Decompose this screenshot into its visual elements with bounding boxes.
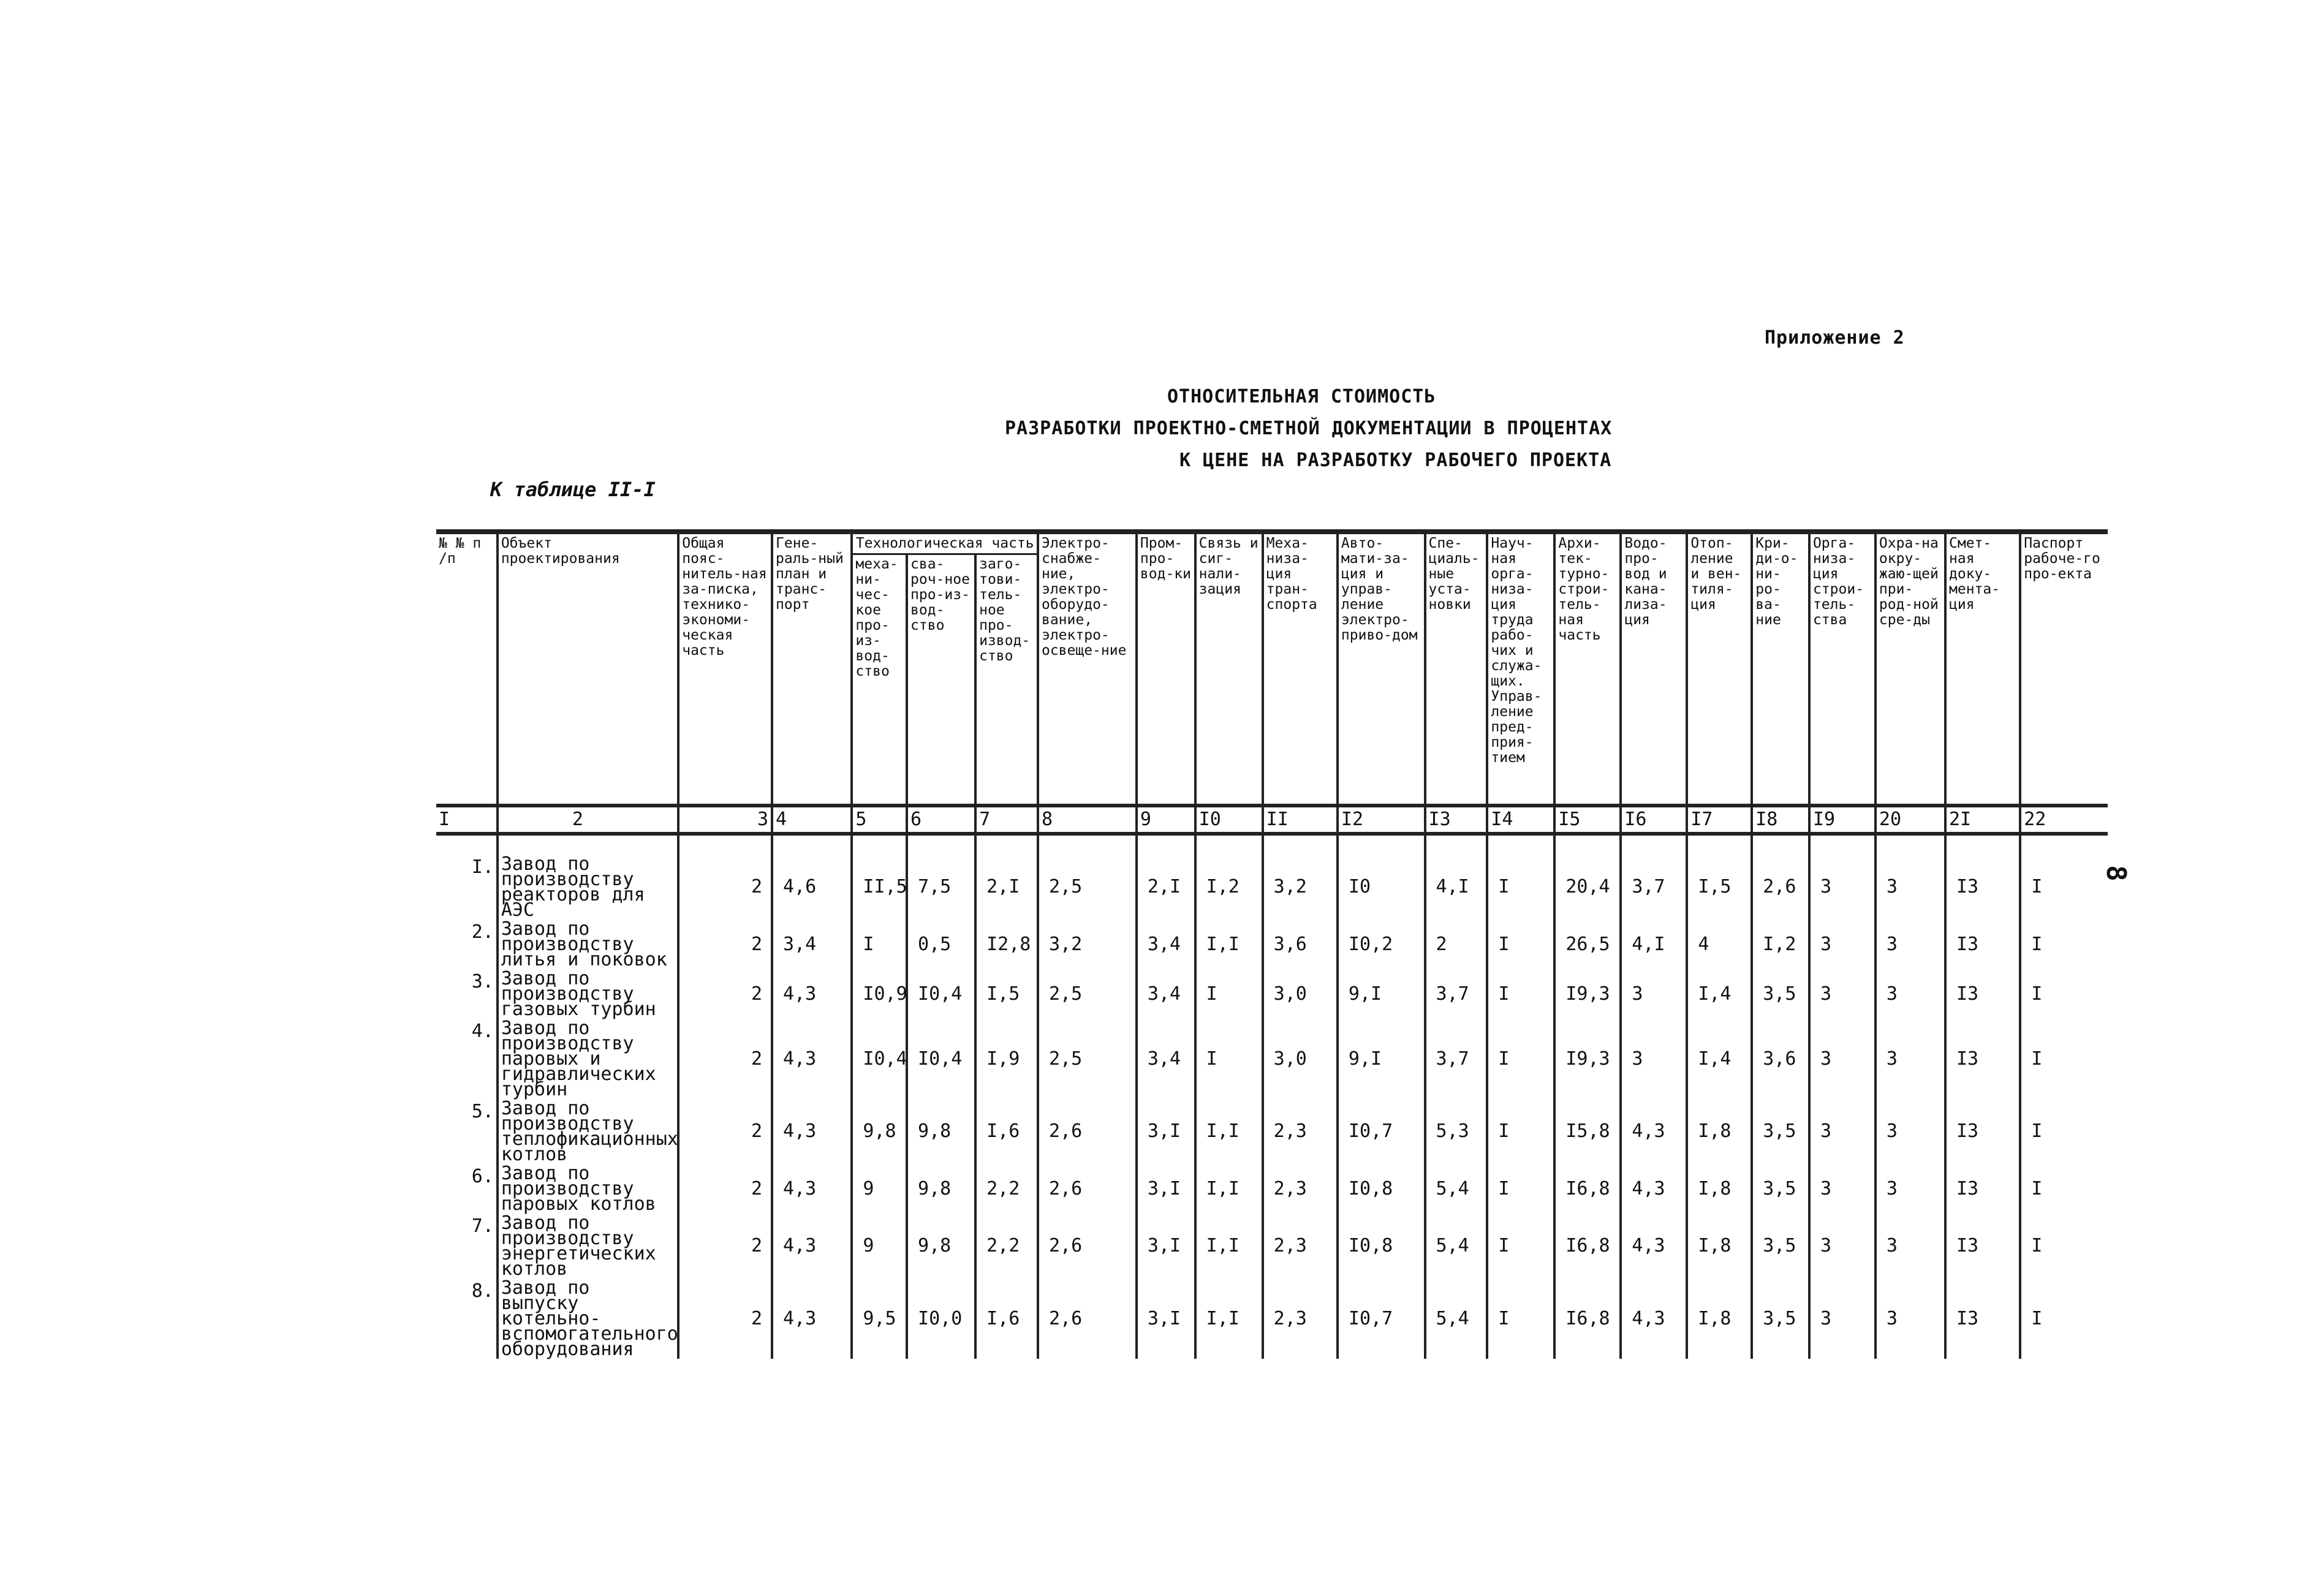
value-cell: I6,8 [1554, 1278, 1621, 1359]
col-number: 6 [907, 806, 975, 834]
value-cell: 4,3 [772, 969, 852, 1019]
col-number: 2I [1945, 806, 2020, 834]
value-cell: I,I [1195, 920, 1263, 969]
col-number: 3 [678, 806, 772, 834]
col-number: 22 [2020, 806, 2108, 834]
value-cell: I [852, 920, 907, 969]
page-number: 8 [2100, 865, 2132, 882]
value-cell: I3 [1945, 1099, 2020, 1164]
value-cell: I,8 [1687, 1214, 1752, 1278]
value-cell: 0,5 [907, 920, 975, 969]
value-cell: 7,5 [907, 855, 975, 920]
value-cell: 9,8 [907, 1164, 975, 1214]
value-cell: 2,6 [1038, 1214, 1137, 1278]
col-number: I0 [1195, 806, 1263, 834]
value-cell: I0,7 [1338, 1278, 1425, 1359]
value-cell: I,I [1195, 1164, 1263, 1214]
value-cell: 3 [1809, 855, 1875, 920]
col-number: II [1263, 806, 1338, 834]
value-cell: I0,8 [1338, 1164, 1425, 1214]
value-cell: 2,6 [1038, 1164, 1137, 1214]
value-cell: 2 [678, 1278, 772, 1359]
value-cell: 2,3 [1263, 1164, 1338, 1214]
value-cell: 2,2 [975, 1164, 1038, 1214]
header-technological-part: Технологическая часть [852, 532, 1038, 554]
header-scientific-organization: Науч-ная орга-низа-ция труда рабо-чих и служа-щих. Управ-ление пред-прия-тием [1487, 532, 1554, 806]
value-cell: I9,3 [1554, 969, 1621, 1019]
object-name: Завод по производству газовых турбин [498, 969, 678, 1019]
value-cell: I [1487, 920, 1554, 969]
value-cell: 2 [678, 855, 772, 920]
header-mechanical-production: меха-ни-чес-кое про-из-вод-ство [852, 554, 907, 806]
value-cell: 3,I [1137, 1278, 1195, 1359]
col-number: I [436, 806, 498, 834]
value-cell: I [1487, 855, 1554, 920]
value-cell: 4,6 [772, 855, 852, 920]
value-cell: I [1487, 969, 1554, 1019]
value-cell: I [1487, 1164, 1554, 1214]
header-blank-production: заго-тови-тель-ное про-извод-ство [975, 554, 1038, 806]
value-cell: 9,8 [907, 1214, 975, 1278]
value-cell: I6,8 [1554, 1214, 1621, 1278]
value-cell: I [1195, 969, 1263, 1019]
value-cell: 2,5 [1038, 855, 1137, 920]
value-cell: II,5 [852, 855, 907, 920]
table-row [436, 1019, 2108, 1099]
value-cell: I0,0 [907, 1278, 975, 1359]
col-number: I9 [1809, 806, 1875, 834]
value-cell: 3,0 [1263, 1019, 1338, 1099]
value-cell: 2 [678, 920, 772, 969]
value-cell: 3 [1809, 969, 1875, 1019]
header-estimate-documentation: Смет-ная доку-мента-ция [1945, 532, 2020, 806]
value-cell: 3 [1809, 1099, 1875, 1164]
value-cell: I0,8 [1338, 1214, 1425, 1278]
value-cell: I [2020, 969, 2108, 1019]
value-cell: I3 [1945, 1278, 2020, 1359]
value-cell: 3,2 [1038, 920, 1137, 969]
value-cell: I3 [1945, 969, 2020, 1019]
value-cell: 2,2 [975, 1214, 1038, 1278]
title-line-1: ОТНОСИТЕЛЬНАЯ СТОИМОСТЬ [1167, 386, 1436, 407]
col-number: I3 [1425, 806, 1488, 834]
header-transport-mechanization: Меха-низа-ция тран-спорта [1263, 532, 1338, 806]
col-number: I5 [1554, 806, 1621, 834]
value-cell: I0,2 [1338, 920, 1425, 969]
title-line-2: РАЗРАБОТКИ ПРОЕКТНО-СМЕТНОЙ ДОКУМЕНТАЦИИ В ПРОЦЕНТАХ [1005, 418, 1613, 439]
header-automation: Авто-мати-за-ция и управ-ление электро-приво-дом [1338, 532, 1425, 806]
value-cell: 4,3 [1621, 1099, 1687, 1164]
header-special-installations: Спе-циаль-ные уста-новки [1425, 532, 1488, 806]
value-cell: 3 [1621, 969, 1687, 1019]
col-number: I8 [1752, 806, 1809, 834]
value-cell: 3,7 [1621, 855, 1687, 920]
value-cell: I6,8 [1554, 1164, 1621, 1214]
table-reference: К таблице II-I [490, 478, 656, 501]
col-number: I4 [1487, 806, 1554, 834]
value-cell: I0,9 [852, 969, 907, 1019]
object-name: Завод по производству энергетических котлов [498, 1214, 678, 1278]
value-cell: I [2020, 1164, 2108, 1214]
value-cell: 3,2 [1263, 855, 1338, 920]
table-row [436, 1278, 2108, 1359]
value-cell: 3,4 [1137, 969, 1195, 1019]
value-cell: 3 [1875, 1278, 1945, 1359]
value-cell: I0 [1338, 855, 1425, 920]
value-cell: I0,4 [852, 1019, 907, 1099]
value-cell: 3 [1875, 1214, 1945, 1278]
header-general-plan: Гене-раль-ный план и транс-порт [772, 532, 852, 806]
table-row [436, 1164, 2108, 1214]
value-cell: 9 [852, 1214, 907, 1278]
value-cell: I [2020, 855, 2108, 920]
value-cell: I5,8 [1554, 1099, 1621, 1164]
value-cell: 4,3 [1621, 1278, 1687, 1359]
value-cell: I3 [1945, 920, 2020, 969]
value-cell: 2,6 [1752, 855, 1809, 920]
value-cell: 9,8 [852, 1099, 907, 1164]
value-cell: 3,I [1137, 1214, 1195, 1278]
header-welding-production: сва-роч-ное про-из-вод-ство [907, 554, 975, 806]
col-number: 2 [498, 806, 678, 834]
value-cell: 9 [852, 1164, 907, 1214]
column-numbers-row [436, 806, 2108, 834]
value-cell: 3 [1875, 920, 1945, 969]
col-number: 4 [772, 806, 852, 834]
value-cell: I,8 [1687, 1099, 1752, 1164]
object-name: Завод по производству реакторов для АЭС [498, 855, 678, 920]
value-cell: 3 [1809, 1164, 1875, 1214]
row-number: 4. [471, 1020, 494, 1042]
value-cell: 3,0 [1263, 969, 1338, 1019]
cost-table [436, 529, 2108, 1359]
value-cell: I,2 [1195, 855, 1263, 920]
value-cell: 3 [1809, 1214, 1875, 1278]
header-object: Объект проектирования [498, 532, 678, 806]
row-number: 6. [471, 1165, 494, 1187]
value-cell: I [1487, 1278, 1554, 1359]
header-heating-ventilation: Отоп-ление и вен-тиля-ция [1687, 532, 1752, 806]
value-cell: 2,3 [1263, 1099, 1338, 1164]
col-number: I2 [1338, 806, 1425, 834]
value-cell: I,6 [975, 1278, 1038, 1359]
value-cell: 2 [678, 1019, 772, 1099]
value-cell: 9,I [1338, 969, 1425, 1019]
value-cell: 2,3 [1263, 1278, 1338, 1359]
value-cell: 2 [678, 1214, 772, 1278]
value-cell: 3 [1875, 969, 1945, 1019]
row-number: 5. [471, 1100, 494, 1122]
table-row [436, 1214, 2108, 1278]
value-cell: I9,3 [1554, 1019, 1621, 1099]
table-row [436, 969, 2108, 1019]
row-number: 8. [471, 1280, 494, 1302]
value-cell: 4,3 [772, 1164, 852, 1214]
value-cell: 2,5 [1038, 969, 1137, 1019]
value-cell: 3 [1875, 1164, 1945, 1214]
value-cell: I0,7 [1338, 1099, 1425, 1164]
table-row [436, 920, 2108, 969]
value-cell: 3 [1875, 1099, 1945, 1164]
value-cell: 3,4 [772, 920, 852, 969]
value-cell: I [2020, 1019, 2108, 1099]
value-cell: I2,8 [975, 920, 1038, 969]
row-number: 3. [471, 970, 494, 992]
row-number: I. [471, 856, 494, 878]
value-cell: 2,3 [1263, 1214, 1338, 1278]
value-cell: 4,3 [772, 1214, 852, 1278]
value-cell: 3,I [1137, 1164, 1195, 1214]
value-cell: 3 [1875, 1019, 1945, 1099]
col-number: 9 [1137, 806, 1195, 834]
value-cell: 4,3 [1621, 1214, 1687, 1278]
value-cell: I,4 [1687, 969, 1752, 1019]
value-cell: I [2020, 1278, 2108, 1359]
value-cell: I,5 [1687, 855, 1752, 920]
value-cell: 3,7 [1425, 969, 1488, 1019]
value-cell: I0,4 [907, 969, 975, 1019]
value-cell: I,5 [975, 969, 1038, 1019]
value-cell: 2 [678, 1099, 772, 1164]
value-cell: 3,4 [1137, 920, 1195, 969]
value-cell: I,I [1195, 1278, 1263, 1359]
value-cell: 3,5 [1752, 1099, 1809, 1164]
value-cell: I3 [1945, 1164, 2020, 1214]
value-cell: 4,3 [1621, 1164, 1687, 1214]
value-cell: 2,6 [1038, 1278, 1137, 1359]
col-number: I7 [1687, 806, 1752, 834]
value-cell: I,8 [1687, 1278, 1752, 1359]
value-cell: 2 [678, 1164, 772, 1214]
value-cell: I [2020, 1099, 2108, 1164]
col-number: 5 [852, 806, 907, 834]
value-cell: 3,I [1137, 1099, 1195, 1164]
value-cell: 9,8 [907, 1099, 975, 1164]
object-name: Завод по выпуску котельно-вспомогательного оборудования [498, 1278, 678, 1359]
value-cell: I [2020, 920, 2108, 969]
value-cell: I,2 [1752, 920, 1809, 969]
header-industrial-wiring: Пром-про-вод-ки [1137, 532, 1195, 806]
header-project-passport: Паспорт рабоче-го про-екта [2020, 532, 2108, 806]
value-cell: 3,6 [1752, 1019, 1809, 1099]
header-explanatory-note: Общая пояс-нитель-ная за-писка, технико-экономи-ческая часть [678, 532, 772, 806]
value-cell: I3 [1945, 1019, 2020, 1099]
value-cell: I [1195, 1019, 1263, 1099]
col-number: 20 [1875, 806, 1945, 834]
value-cell: 3 [1809, 920, 1875, 969]
table-row [436, 855, 2108, 920]
object-name: Завод по производству паровых котлов [498, 1164, 678, 1214]
value-cell: 4 [1687, 920, 1752, 969]
value-cell: 3,5 [1752, 1278, 1809, 1359]
header-communication: Связь и сиг-нали-зация [1195, 532, 1263, 806]
table-row [436, 1099, 2108, 1164]
header-architecture: Архи-тек-турно-строи-тель-ная часть [1554, 532, 1621, 806]
value-cell: 2 [678, 969, 772, 1019]
value-cell: 2,I [1137, 855, 1195, 920]
value-cell: 4,3 [772, 1278, 852, 1359]
col-number: 7 [975, 806, 1038, 834]
value-cell: 5,4 [1425, 1164, 1488, 1214]
value-cell: 20,4 [1554, 855, 1621, 920]
object-name: Завод по производству паровых и гидравлических турбин [498, 1019, 678, 1099]
row-number: 2. [471, 921, 494, 943]
title-line-3: К ЦЕНЕ НА РАЗРАБОТКУ РАБОЧЕГО ПРОЕКТА [1179, 450, 1612, 471]
value-cell: 2,5 [1038, 1019, 1137, 1099]
value-cell: 2,6 [1038, 1099, 1137, 1164]
value-cell: I,I [1195, 1214, 1263, 1278]
value-cell: 3,6 [1263, 920, 1338, 969]
value-cell: 4,3 [772, 1019, 852, 1099]
value-cell: 3,5 [1752, 1214, 1809, 1278]
value-cell: I [1487, 1019, 1554, 1099]
header-environment-protection: Охра-на окру-жаю-щей при-род-ной сре-ды [1875, 532, 1945, 806]
header-conditioning: Кри-ди-о-ни-ро-ва-ние [1752, 532, 1809, 806]
value-cell: I,4 [1687, 1019, 1752, 1099]
value-cell: 3,7 [1425, 1019, 1488, 1099]
value-cell: 26,5 [1554, 920, 1621, 969]
value-cell: 9,I [1338, 1019, 1425, 1099]
value-cell: 9,5 [852, 1278, 907, 1359]
document-title [931, 381, 1636, 477]
value-cell: 3 [1621, 1019, 1687, 1099]
object-name: Завод по производству теплофикационных котлов [498, 1099, 678, 1164]
appendix-label: Приложение 2 [1765, 327, 1905, 349]
value-cell: 3 [1809, 1019, 1875, 1099]
value-cell: I [2020, 1214, 2108, 1278]
header-water-sewer: Водо-про-вод и кана-лиза-ция [1621, 532, 1687, 806]
value-cell: I3 [1945, 1214, 2020, 1278]
value-cell: 4,3 [772, 1099, 852, 1164]
value-cell: 3,5 [1752, 969, 1809, 1019]
value-cell: 3,4 [1137, 1019, 1195, 1099]
value-cell: 3 [1809, 1278, 1875, 1359]
header-construction-organization: Орга-низа-ция строи-тель-ства [1809, 532, 1875, 806]
value-cell: I,6 [975, 1099, 1038, 1164]
value-cell: I0,4 [907, 1019, 975, 1099]
value-cell: 5,4 [1425, 1214, 1488, 1278]
value-cell: I3 [1945, 855, 2020, 920]
value-cell: 2 [1425, 920, 1488, 969]
col-number: I6 [1621, 806, 1687, 834]
value-cell: I [1487, 1214, 1554, 1278]
value-cell: 5,3 [1425, 1099, 1488, 1164]
header-row-number: № № п /п [436, 532, 498, 806]
value-cell: I,I [1195, 1099, 1263, 1164]
value-cell: 4,I [1425, 855, 1488, 920]
value-cell: I,8 [1687, 1164, 1752, 1214]
value-cell: 3,5 [1752, 1164, 1809, 1214]
row-number: 7. [471, 1215, 494, 1237]
value-cell: I [1487, 1099, 1554, 1164]
value-cell: 4,I [1621, 920, 1687, 969]
value-cell: 5,4 [1425, 1278, 1488, 1359]
value-cell: 3 [1875, 855, 1945, 920]
value-cell: 2,I [975, 855, 1038, 920]
object-name: Завод по производству литья и поковок [498, 920, 678, 969]
value-cell: I,9 [975, 1019, 1038, 1099]
header-power-supply: Электро-снабже-ние, электро-оборудо-вание, электро-освеще-ние [1038, 532, 1137, 806]
col-number: 8 [1038, 806, 1137, 834]
